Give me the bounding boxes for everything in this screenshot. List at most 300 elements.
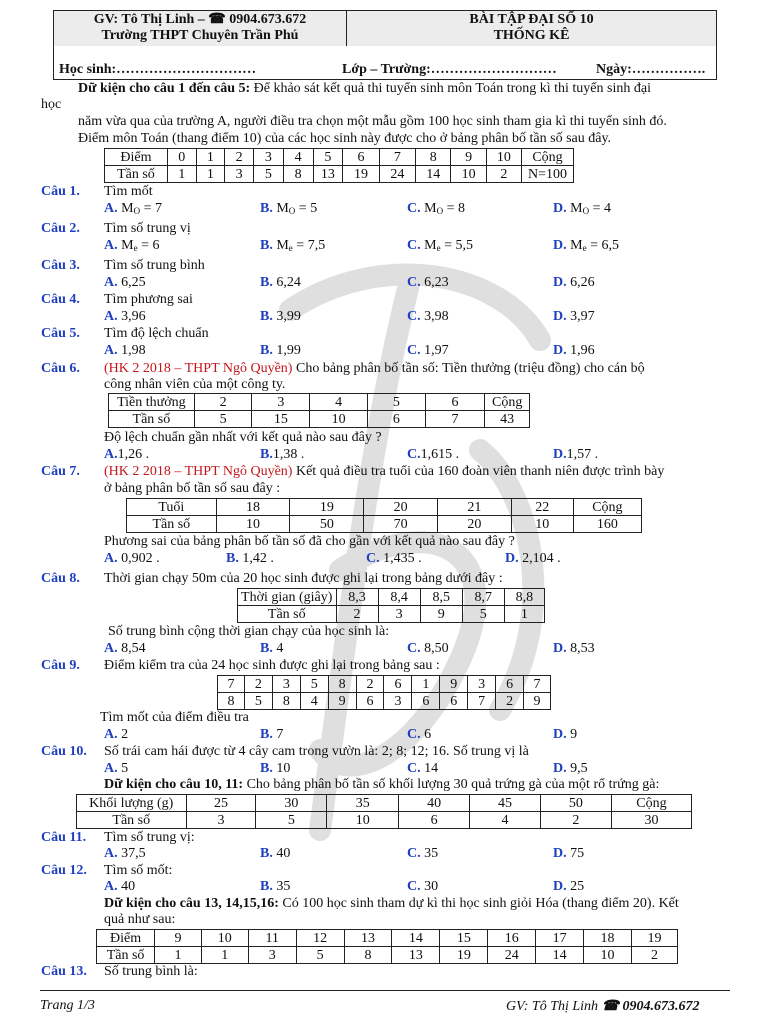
option-text: 6,25 <box>121 275 146 290</box>
table-cell: 6 <box>412 693 440 710</box>
option-text: 37,5 <box>121 846 146 861</box>
table-cell: 9 <box>440 676 468 693</box>
table-cell: 18 <box>216 499 290 516</box>
option-sub: e <box>288 243 293 253</box>
option-letter: B. <box>260 447 273 462</box>
q1-option-d[interactable] <box>553 201 611 217</box>
table-cell: 25 <box>186 795 256 812</box>
doc-subtitle: THỐNG KÊ <box>493 28 570 43</box>
table-row <box>127 516 642 533</box>
q9-option-c[interactable] <box>407 727 431 743</box>
table-cell: 19 <box>440 947 488 964</box>
table-cell: 6 <box>496 676 524 693</box>
option-letter: D. <box>553 846 567 861</box>
option-letter: A. <box>104 761 118 776</box>
table-cell: 5 <box>313 149 343 166</box>
option-letter: C. <box>407 275 421 290</box>
q9-option-d[interactable] <box>553 727 577 743</box>
table-row <box>97 947 678 964</box>
table-cell: 9 <box>420 606 462 623</box>
row-header-cell: Tần số <box>109 411 195 428</box>
scores-grid-table <box>217 675 551 710</box>
q7-source: (HK 2 2018 – THPT Ngô Quyền) <box>104 464 293 479</box>
table-cell: 20 <box>437 516 511 533</box>
table-cell: 8 <box>328 676 356 693</box>
option-letter: D. <box>553 238 567 253</box>
table-cell: 9 <box>155 930 202 947</box>
option-text: 6,23 <box>424 275 449 290</box>
q6-source: (HK 2 2018 – THPT Ngô Quyền) <box>104 361 293 376</box>
option-letter: A. <box>104 201 118 216</box>
table-cell: 1 <box>167 166 196 183</box>
q2-option-b[interactable] <box>260 238 325 254</box>
q3-option-d[interactable] <box>553 275 595 291</box>
table-cell: 1 <box>155 947 202 964</box>
q12-stem: Tìm số mốt: <box>104 863 173 878</box>
option-text: 3,97 <box>570 309 595 324</box>
table-cell: 8 <box>416 149 451 166</box>
q6-stem-text: Cho bảng phân bố tần số: Tiền thưởng (triệu đồng) cho cán bộ <box>292 361 645 376</box>
option-letter: B. <box>260 761 273 776</box>
q4-option-d[interactable] <box>553 309 595 325</box>
table-cell: 35 <box>327 795 399 812</box>
q6-option-d[interactable] <box>553 447 598 463</box>
table-cell: 2 <box>194 394 252 411</box>
table-cell: 17 <box>536 930 584 947</box>
row-header-cell: Tần số <box>238 606 337 623</box>
option-letter: C. <box>407 879 421 894</box>
q7-option-a[interactable] <box>104 551 160 567</box>
table-cell: 6 <box>368 411 426 428</box>
intro-2-text: Cho bảng phân bố tần số khối lượng 30 quả trứng gà của một rổ trứng gà: <box>243 777 660 792</box>
table-cell: 5 <box>300 676 328 693</box>
option-letter: D. <box>553 447 567 462</box>
page-number: Trang 1/3 <box>40 998 95 1013</box>
option-text: 3,96 <box>121 309 146 324</box>
header-box <box>53 10 717 46</box>
option-letter: B. <box>260 275 273 290</box>
option-text: 3,99 <box>276 309 301 324</box>
q10-option-d[interactable] <box>553 761 588 777</box>
option-text: 9,5 <box>570 761 588 776</box>
q11-option-d[interactable] <box>553 846 584 862</box>
q2-option-a[interactable] <box>104 238 159 254</box>
table-cell: 8,5 <box>420 589 462 606</box>
intro-1-line3: năm vừa qua của trường A, người điều tra chọn một mẫu gồm 100 học sinh tham gia kì thi tuyển sinh đó. <box>78 114 667 129</box>
q12-option-b[interactable] <box>260 879 290 895</box>
table-cell: 19 <box>343 166 379 183</box>
table-cell: 12 <box>296 930 344 947</box>
table-cell: 15 <box>252 411 310 428</box>
q8-option-a[interactable] <box>104 641 146 657</box>
table-cell: 45 <box>470 795 541 812</box>
row-header-cell: Tần số <box>127 516 217 533</box>
option-letter: B. <box>260 641 273 656</box>
table-cell: 1 <box>196 166 225 183</box>
q9-label: Câu 9. <box>41 658 80 673</box>
option-sub: e <box>582 243 587 253</box>
q2-option-d[interactable] <box>553 238 619 254</box>
option-sub: O <box>582 206 590 216</box>
q2-option-c[interactable] <box>407 238 473 254</box>
table-cell: 7 <box>524 676 551 693</box>
chemistry-score-table <box>96 929 678 964</box>
table-cell: 20 <box>364 499 438 516</box>
q1-option-c[interactable] <box>407 201 465 217</box>
table-cell: Cộng <box>611 795 691 812</box>
row-header-cell: Khối lượng (g) <box>77 795 187 812</box>
table-cell: 8 <box>283 166 313 183</box>
teacher-line: GV: Tô Thị Linh – ☎ 0904.673.672 <box>93 12 307 27</box>
option-text: M <box>121 201 134 216</box>
option-text: 1,26 . <box>117 447 150 462</box>
option-text: 35 <box>424 846 439 861</box>
student-field: Học sinh:………………………… <box>59 62 257 77</box>
table-cell: 14 <box>392 930 440 947</box>
q7-ask: Phương sai của bảng phân bố tần số đã cho gần với kết quả nào sau đây ? <box>104 534 515 549</box>
option-letter: B. <box>260 309 273 324</box>
table-cell: 21 <box>437 499 511 516</box>
table-cell: 10 <box>486 149 521 166</box>
table-cell: 2 <box>631 947 677 964</box>
option-letter: D. <box>553 309 567 324</box>
age-frequency-table <box>126 498 642 533</box>
table-cell: 6 <box>425 394 485 411</box>
option-text: 25 <box>570 879 585 894</box>
row-header-cell: Điểm <box>105 149 168 166</box>
q8-label: Câu 8. <box>41 571 80 586</box>
option-letter: A. <box>104 447 118 462</box>
header-left <box>54 11 347 46</box>
table-row <box>109 411 530 428</box>
school-line: Trường THPT Chuyên Trần Phú <box>101 28 299 43</box>
table-cell: 3 <box>186 812 256 829</box>
q3-option-b[interactable] <box>260 275 301 291</box>
option-letter: C. <box>407 641 421 656</box>
q1-option-b[interactable] <box>260 201 317 217</box>
table-cell: 8 <box>344 947 392 964</box>
option-letter: D. <box>553 641 567 656</box>
table-cell: 3 <box>384 693 412 710</box>
q7-option-c[interactable] <box>366 551 422 567</box>
table-cell: 10 <box>201 930 248 947</box>
table-cell: 6 <box>343 149 379 166</box>
option-letter: C. <box>407 309 421 324</box>
option-val: = 8 <box>443 201 465 216</box>
table-cell: 2 <box>496 693 524 710</box>
q3-option-a[interactable] <box>104 275 146 291</box>
table-row <box>77 812 692 829</box>
option-letter: A. <box>104 846 118 861</box>
table-row <box>127 499 642 516</box>
intro-3-text: Có 100 học sinh tham dự kì thi học sinh giỏi Hóa (thang điểm 20). Kết <box>278 896 679 911</box>
table-cell: 2 <box>540 812 611 829</box>
q6-stem <box>104 361 645 377</box>
table-cell: 8,3 <box>336 589 378 606</box>
intro-1-bold: Dữ kiện cho câu 1 đến câu 5: <box>78 81 251 96</box>
option-text: 9 <box>570 727 578 742</box>
table-cell: 30 <box>611 812 691 829</box>
option-text: 8,50 <box>424 641 449 656</box>
table-cell: 50 <box>540 795 611 812</box>
q5-option-d[interactable] <box>553 343 595 359</box>
option-letter: B. <box>226 551 239 566</box>
q9-stem: Điểm kiểm tra của 24 học sinh được ghi lại trong bảng sau : <box>104 658 440 673</box>
option-text: 2 <box>121 727 129 742</box>
intro-2-bold: Dữ kiện cho câu 10, 11: <box>104 777 244 792</box>
option-text: M <box>424 238 437 253</box>
date-field: Ngày:……………. <box>596 62 706 77</box>
option-letter: D. <box>553 727 567 742</box>
q1-stem: Tìm mốt <box>104 184 153 199</box>
option-text: M <box>570 201 583 216</box>
q6-ask: Độ lệch chuẩn gần nhất với kết quả nào sau đây ? <box>104 430 382 445</box>
q10-option-b[interactable] <box>260 761 290 777</box>
table-cell: 2 <box>486 166 521 183</box>
table-cell: 50 <box>290 516 364 533</box>
row-header-cell: Thời gian (giây) <box>238 589 337 606</box>
option-text: 5 <box>121 761 129 776</box>
table-row <box>238 589 545 606</box>
table-cell: 4 <box>300 693 328 710</box>
table-cell: 3 <box>225 166 254 183</box>
table-cell: 7 <box>379 149 415 166</box>
option-val: = 6,5 <box>586 238 619 253</box>
table-cell: 10 <box>327 812 399 829</box>
q8-option-b[interactable] <box>260 641 283 657</box>
table-cell: 1 <box>201 947 248 964</box>
q4-option-a[interactable] <box>104 309 146 325</box>
q6-option-c[interactable] <box>407 447 459 463</box>
q8-option-d[interactable] <box>553 641 595 657</box>
option-text: 7 <box>276 727 284 742</box>
option-text: 6,26 <box>570 275 595 290</box>
table-cell: 10 <box>310 411 368 428</box>
q5-stem: Tìm độ lệch chuẩn <box>104 326 209 341</box>
q9-ask: Tìm mốt của điểm điều tra <box>100 710 249 725</box>
header-right <box>347 11 716 46</box>
option-letter: A. <box>104 879 118 894</box>
q7-stem-text: Kết quả điều tra tuổi của 160 đoàn viên thanh niên được trình bày <box>292 464 665 479</box>
table-cell: 0 <box>167 149 196 166</box>
row-header-cell: Tiền thưởng <box>109 394 195 411</box>
option-letter: D. <box>553 275 567 290</box>
option-letter: D. <box>553 343 567 358</box>
q11-option-c[interactable] <box>407 846 438 862</box>
option-text: 2,104 . <box>522 551 561 566</box>
intro-2 <box>104 777 659 793</box>
option-text: 35 <box>276 879 291 894</box>
q9-option-b[interactable] <box>260 727 283 743</box>
table-cell: 5 <box>368 394 426 411</box>
table-cell: 5 <box>194 411 252 428</box>
option-text: 75 <box>570 846 585 861</box>
table-cell: 3 <box>253 149 283 166</box>
table-cell: 6 <box>399 812 470 829</box>
table-cell: Cộng <box>485 394 530 411</box>
intro-3 <box>104 896 679 912</box>
table-cell: 2 <box>225 149 254 166</box>
q13-label: Câu 13. <box>41 964 87 979</box>
q2-stem: Tìm số trung vị <box>104 221 191 236</box>
q8-ask: Số trung bình cộng thời gian chạy của học sinh là: <box>108 624 390 639</box>
q9-option-a[interactable] <box>104 727 128 743</box>
option-letter: A. <box>104 309 118 324</box>
table-cell: 40 <box>399 795 470 812</box>
table-cell: Cộng <box>573 499 641 516</box>
table-cell: 24 <box>488 947 536 964</box>
table-cell: 14 <box>536 947 584 964</box>
table-cell: 14 <box>416 166 451 183</box>
option-text: 1,97 <box>424 343 449 358</box>
option-letter: B. <box>260 727 273 742</box>
q12-option-d[interactable] <box>553 879 584 895</box>
q10-option-c[interactable] <box>407 761 438 777</box>
table-cell: N=100 <box>522 166 574 183</box>
table-cell: 5 <box>296 947 344 964</box>
table-cell: 8 <box>272 693 300 710</box>
option-text: M <box>276 238 289 253</box>
option-text: 10 <box>276 761 291 776</box>
table-cell: 10 <box>451 166 486 183</box>
table-row <box>97 930 678 947</box>
table-cell: 9 <box>328 693 356 710</box>
table-cell: 11 <box>248 930 296 947</box>
table-cell: 19 <box>631 930 677 947</box>
row-header-cell: Tần số <box>77 812 187 829</box>
option-text: 6,24 <box>276 275 301 290</box>
option-letter: B. <box>260 846 273 861</box>
option-text: 0,902 . <box>121 551 160 566</box>
q10-option-a[interactable] <box>104 761 128 777</box>
row-header-cell: Điểm <box>97 930 155 947</box>
table-cell: 2 <box>356 676 384 693</box>
table-cell: 2 <box>244 676 272 693</box>
option-letter: D. <box>505 551 519 566</box>
option-sub: O <box>133 206 141 216</box>
q7-option-d[interactable] <box>505 551 561 567</box>
table-cell: 2 <box>336 606 378 623</box>
option-sub: e <box>133 243 138 253</box>
table-row <box>218 676 551 693</box>
table-cell: 3 <box>272 676 300 693</box>
table-cell: 4 <box>310 394 368 411</box>
option-letter: C. <box>407 447 421 462</box>
q6-option-b[interactable] <box>260 447 304 463</box>
table-cell: 13 <box>344 930 392 947</box>
q8-option-c[interactable] <box>407 641 449 657</box>
q1-option-a[interactable] <box>104 201 162 217</box>
option-text: M <box>276 201 289 216</box>
q4-option-c[interactable] <box>407 309 449 325</box>
q5-label: Câu 5. <box>41 326 80 341</box>
q11-option-b[interactable] <box>260 846 290 862</box>
option-letter: B. <box>260 343 273 358</box>
q11-label: Câu 11. <box>41 830 87 845</box>
q6-option-a[interactable] <box>104 447 149 463</box>
option-val: = 7 <box>140 201 162 216</box>
q12-option-c[interactable] <box>407 879 438 895</box>
table-cell: Cộng <box>522 149 574 166</box>
q7-option-b[interactable] <box>226 551 274 567</box>
table-cell: 8,8 <box>504 589 544 606</box>
option-letter: B. <box>260 879 273 894</box>
option-val: = 5 <box>295 201 318 216</box>
row-header-cell: Tần số <box>105 166 168 183</box>
q2-label: Câu 2. <box>41 221 80 236</box>
option-letter: A. <box>104 238 118 253</box>
q12-option-a[interactable] <box>104 879 135 895</box>
option-val: = 5,5 <box>440 238 473 253</box>
option-letter: B. <box>260 238 273 253</box>
option-val: = 6 <box>137 238 160 253</box>
table-cell: 9 <box>524 693 551 710</box>
intro-3-line2: quả như sau: <box>104 912 176 927</box>
score-frequency-table <box>104 148 574 183</box>
option-letter: D. <box>553 201 567 216</box>
table-cell: 1 <box>412 676 440 693</box>
q4-label: Câu 4. <box>41 292 80 307</box>
table-cell: 30 <box>256 795 327 812</box>
q5-option-b[interactable] <box>260 343 301 359</box>
option-sub: O <box>436 206 444 216</box>
q6-stem-2: công nhân viên của một công ty. <box>104 377 286 392</box>
footer-divider <box>40 990 730 991</box>
option-text: 14 <box>424 761 439 776</box>
bonus-frequency-table <box>108 393 530 428</box>
table-cell: 24 <box>379 166 415 183</box>
q7-label: Câu 7. <box>41 464 80 479</box>
option-text: M <box>570 238 583 253</box>
option-text: M <box>424 201 437 216</box>
table-cell: 4 <box>470 812 541 829</box>
q10-stem: Số trái cam hái được từ 4 cây cam trong vườn là: 2; 8; 12; 16. Số trung vị là <box>104 744 529 759</box>
table-cell: 22 <box>511 499 573 516</box>
doc-title: BÀI TẬP ĐẠI SỐ 10 <box>469 12 594 27</box>
option-sub: e <box>436 243 441 253</box>
q3-option-c[interactable] <box>407 275 449 291</box>
table-cell: 15 <box>440 930 488 947</box>
option-text: M <box>121 238 134 253</box>
option-letter: C. <box>407 343 421 358</box>
row-header-cell: Tuổi <box>127 499 217 516</box>
option-text: 1,96 <box>570 343 595 358</box>
q11-option-a[interactable] <box>104 846 146 862</box>
option-letter: A. <box>104 551 118 566</box>
option-letter: D. <box>553 879 567 894</box>
row-header-cell: Tần số <box>97 947 155 964</box>
option-letter: C. <box>407 727 421 742</box>
q5-option-c[interactable] <box>407 343 449 359</box>
q7-stem <box>104 464 664 480</box>
q5-option-a[interactable] <box>104 343 146 359</box>
table-cell: 8,4 <box>378 589 420 606</box>
table-cell: 160 <box>573 516 641 533</box>
q7-stem-2: ở bảng phân bố tần số sau đây : <box>104 481 281 496</box>
option-text: 40 <box>121 879 136 894</box>
q4-option-b[interactable] <box>260 309 301 325</box>
option-text: 40 <box>276 846 291 861</box>
option-sub: O <box>288 206 296 216</box>
q8-stem: Thời gian chạy 50m của 20 học sinh được ghi lại trong bảng dưới đây : <box>104 571 503 586</box>
option-letter: C. <box>407 846 421 861</box>
table-cell: 8 <box>218 693 245 710</box>
option-text: 1,435 . <box>383 551 422 566</box>
q10-label: Câu 10. <box>41 744 87 759</box>
footer-phone: ☎ 0904.673.672 <box>601 999 700 1014</box>
option-val: = 7,5 <box>292 238 326 253</box>
option-letter: A. <box>104 727 118 742</box>
